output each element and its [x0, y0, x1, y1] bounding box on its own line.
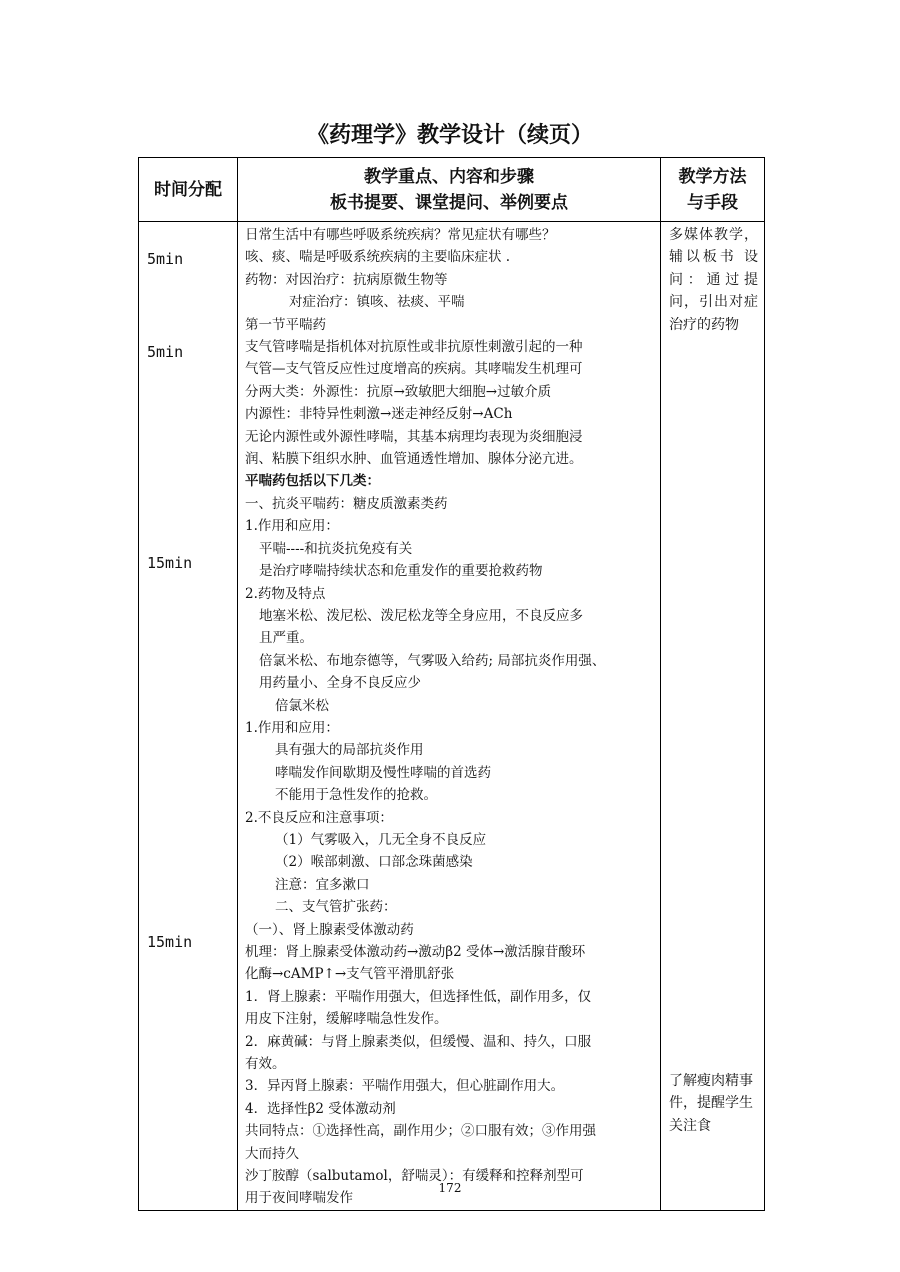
- header-method: [661, 158, 765, 222]
- document-title: 《药理学》教学设计（续页）: [306, 123, 593, 148]
- content-lines: [238, 222, 660, 1210]
- content-line: 沙丁胺醇（salbutamol，舒喘灵）：有缓释和控释剂型可: [245, 1168, 584, 1185]
- content-line: 3．异丙肾上腺素：平喘作用强大，但心脏副作用大。: [245, 1078, 565, 1095]
- time-label: 5min: [147, 250, 184, 268]
- content-column: [238, 222, 661, 1211]
- method-text-top: 多媒体教学，辅以板书 设问：通过提问，引出对症治疗的药物: [669, 227, 758, 333]
- content-line: 1．肾上腺素：平喘作用强大，但选择性低，副作用多，仅: [245, 988, 592, 1005]
- content-line: 无论内源性或外源性哮喘，其基本病理均表现为炎细胞浸: [245, 428, 583, 445]
- content-line: 化酶→cAMP↑→支气管平滑肌舒张: [245, 966, 455, 983]
- content-line: 哮喘发作间歇期及慢性哮喘的首选药: [275, 764, 491, 781]
- content-line: 倍氯米松、布地奈德等，气雾吸入给药; 局部抗炎作用强、: [259, 652, 606, 669]
- content-line: 平喘药包括以下几类：: [245, 473, 380, 490]
- content-line: 气管—支气管反应性过度增高的疾病。其哮喘发生机理可: [245, 361, 583, 378]
- header-content-line2: 板书提要、课堂提问、举例要点: [330, 192, 568, 213]
- content-line: 第一节平喘药: [245, 316, 326, 333]
- content-line: 一、抗炎平喘药：糖皮质激素类药: [245, 495, 448, 512]
- content-line: 有效。: [245, 1056, 286, 1073]
- content-line: 4．选择性β2 受体激动剂: [245, 1100, 396, 1117]
- content-line: 具有强大的局部抗炎作用: [275, 742, 424, 759]
- content-line: （一）、肾上腺素受体激动药: [245, 921, 414, 938]
- time-label: 15min: [147, 933, 193, 951]
- content-line: 1.作用和应用：: [245, 518, 339, 535]
- content-line: 是治疗哮喘持续状态和危重发作的重要抢救药物: [259, 563, 543, 580]
- time-label: 15min: [147, 554, 193, 572]
- header-content-line1: 教学重点、内容和步骤: [364, 166, 534, 187]
- content-line: 不能用于急性发作的抢救。: [275, 787, 437, 804]
- content-line: 咳、痰、喘是呼吸系统疾病的主要临床症状 .: [245, 249, 511, 266]
- content-line: 地塞米松、泼尼松、泼尼松龙等全身应用，不良反应多: [259, 607, 583, 624]
- header-method-line2: 与手段: [687, 192, 738, 213]
- table-header-row: [139, 158, 765, 222]
- content-line: （2）喉部刺激、口部念珠菌感染: [275, 854, 473, 871]
- content-line: 用皮下注射，缓解哮喘急性发作。: [245, 1011, 448, 1028]
- content-line: 共同特点：①选择性高，副作用少；②口服有效；③作用强: [245, 1123, 596, 1140]
- content-line: 润、粘膜下组织水肿、血管通透性增加、腺体分泌亢进。: [245, 451, 583, 468]
- content-line: 支气管哮喘是指机体对抗原性或非抗原性刺激引起的一种: [245, 339, 583, 356]
- content-line: 平喘----和抗炎抗免疫有关: [259, 540, 413, 557]
- content-line: 日常生活中有哪些呼吸系统疾病？常见症状有哪些？: [245, 227, 556, 243]
- content-line: 倍氯米松: [275, 697, 329, 714]
- content-line: 分两大类：外源性：抗原→致敏肥大细胞→过敏介质: [245, 383, 552, 400]
- header-method-line1: 教学方法: [678, 166, 747, 187]
- content-line: 二、支气管扩张药：: [275, 899, 397, 916]
- method-text-bottom: 了解瘦肉精事件，提醒学生关注食: [669, 1073, 753, 1134]
- time-column: [139, 222, 238, 1211]
- content-line: 2．麻黄碱：与肾上腺素类似，但缓慢、温和、持久，口服: [245, 1033, 592, 1050]
- content-line: 内源性：非特异性刺激→迷走神经反射→ACh: [245, 406, 513, 423]
- page-number: 172: [438, 1181, 462, 1195]
- content-line: 药物：对因治疗：抗病原微生物等: [245, 271, 448, 288]
- content-line: 2.不良反应和注意事项：: [245, 809, 393, 826]
- teaching-design-table: [138, 157, 765, 1211]
- content-line: 大而持久: [245, 1145, 299, 1162]
- method-column: [661, 222, 765, 1211]
- content-line: 用于夜间哮喘发作: [245, 1190, 353, 1207]
- content-line: 2.药物及特点: [245, 585, 326, 602]
- header-content: [238, 158, 661, 222]
- content-line: 注意：宜多漱口: [275, 876, 370, 893]
- content-line: 机理：肾上腺素受体激动药→激动β2 受体→激活腺苷酸环: [245, 944, 586, 960]
- content-line: 1.作用和应用：: [245, 719, 339, 736]
- content-line: 且严重。: [259, 630, 313, 647]
- content-line: 对症治疗：镇咳、祛痰、平喘: [289, 294, 465, 311]
- header-time: 时间分配: [139, 158, 238, 222]
- table-body-row: [139, 222, 765, 1211]
- content-line: 用药量小、全身不良反应少: [259, 675, 421, 692]
- content-line: （1）气雾吸入，几无全身不良反应: [275, 831, 487, 848]
- time-label: 5min: [147, 343, 184, 361]
